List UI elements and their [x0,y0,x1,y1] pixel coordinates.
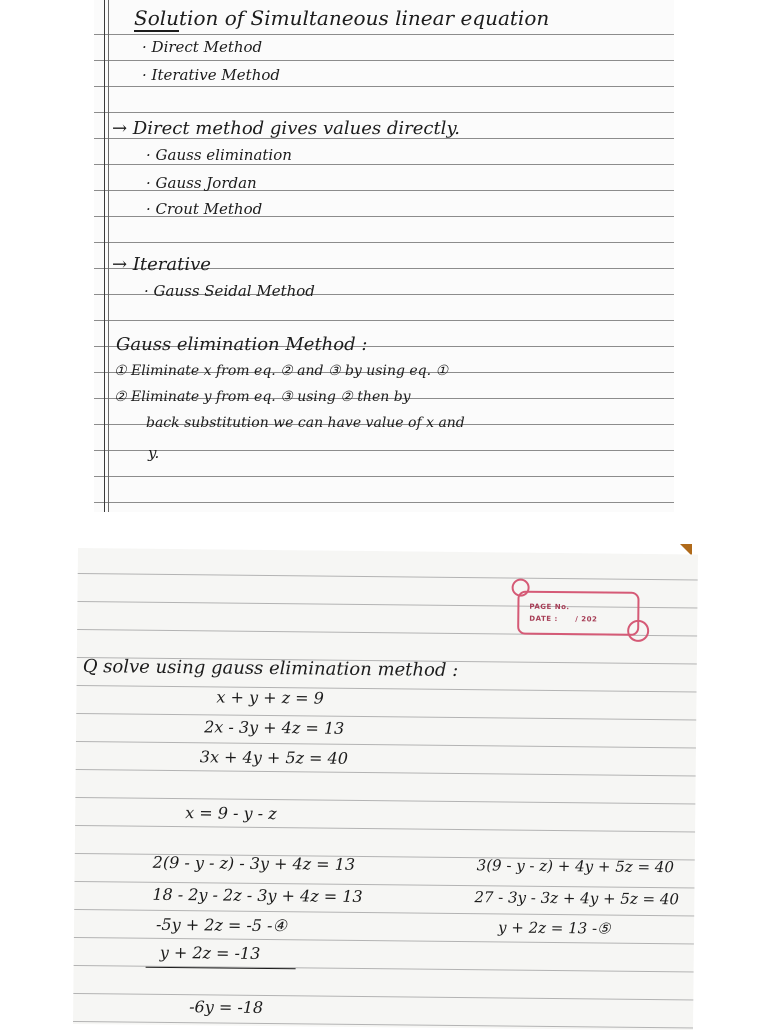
right-work-line-2: 27 - 3y - 3z + 4y + 5z = 40 [474,888,680,909]
equation-2: 2x - 3y + 4z = 13 [204,717,345,738]
notebook-page-top [94,0,674,512]
page-margin-line [104,0,105,512]
stamp-page-label: PAGE No. [529,602,570,612]
direct-item-gauss-jordan: · Gauss Jordan [146,174,257,192]
method-item-direct: · Direct Method [142,38,263,56]
stamp-emblem-icon [512,579,530,597]
equation-1: x + y + z = 9 [216,687,324,708]
sum-line [146,967,296,970]
step-2-continued: back substitution we can have value of x and [146,415,465,431]
left-work-line-2: 18 - 2y - 2z - 3y + 4z = 13 [152,884,363,906]
step-2: ② Eliminate y from eq. ③ using ② then by [114,389,411,405]
question-text: Q solve using gauss elimination method : [82,656,459,681]
title-underline [134,30,179,32]
direct-item-crout: · Crout Method [146,200,263,218]
iterative-item-gauss-seidal: · Gauss Seidal Method [144,282,315,300]
stamp-loop-icon [627,620,649,642]
page-date-stamp [517,591,639,636]
direct-item-gauss-elimination: · Gauss elimination [146,146,292,164]
direct-heading: → Direct method gives values directly. [112,118,460,139]
stamp-date-value: / 202 [575,615,598,624]
left-work-line-1: 2(9 - y - z) - 3y + 4z = 13 [152,852,356,874]
iterative-heading: → Iterative [112,254,211,275]
left-work-line-4: y + 2z = -13 [159,942,261,963]
notebook-page-bottom [73,548,698,1030]
right-work-line-3: y + 2z = 13 -⑤ [497,918,611,938]
page-title: Solution of Simultaneous linear equation [134,6,550,30]
x-expression: x = 9 - y - z [185,803,277,824]
left-work-line-3: -5y + 2z = -5 -④ [155,914,287,936]
stamp-date-label: DATE : [529,614,558,624]
method-item-iterative: · Iterative Method [142,66,280,84]
page-margin-line [108,0,109,512]
left-work-line-5: -6y = -18 [189,997,264,1017]
step-2-end: y. [148,444,160,462]
right-work-line-1: 3(9 - y - z) + 4y + 5z = 40 [476,856,675,877]
step-1: ① Eliminate x from eq. ② and ③ by using eq. ① [114,363,449,379]
gauss-heading: Gauss elimination Method : [116,334,368,355]
equation-3: 3x + 4y + 5z = 40 [199,747,349,768]
